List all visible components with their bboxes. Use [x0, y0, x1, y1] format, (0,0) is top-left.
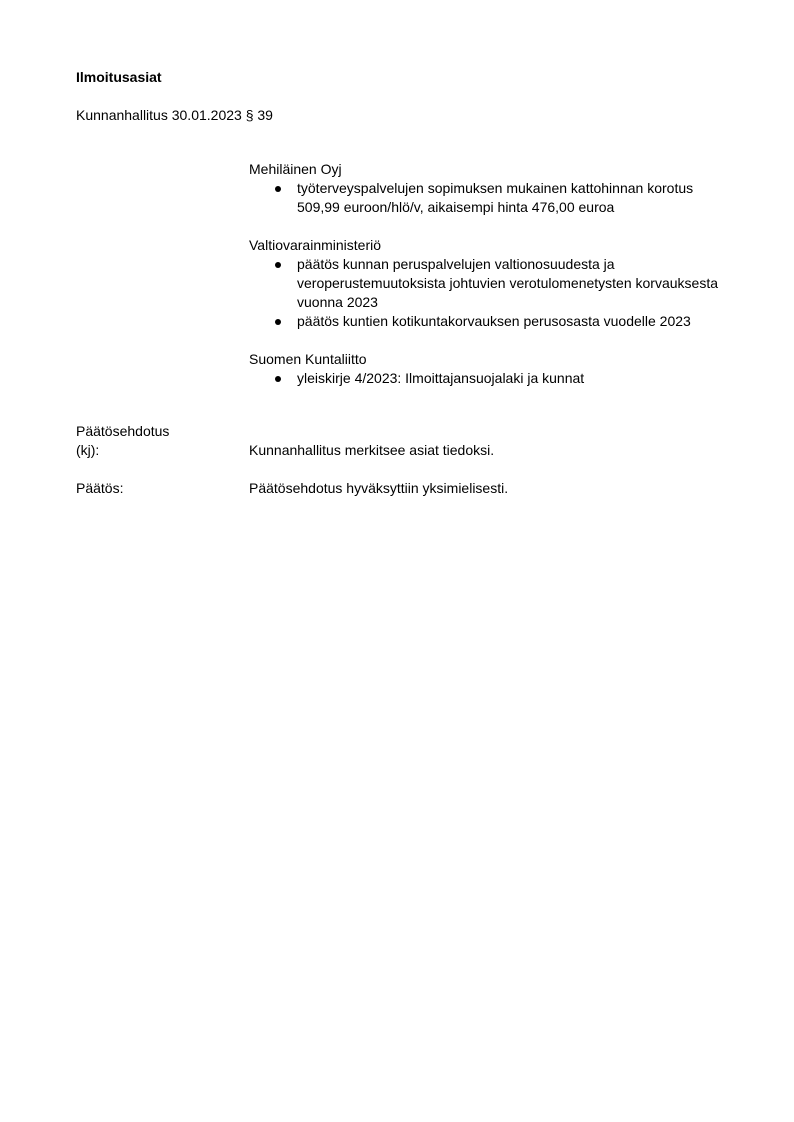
notice-group	[249, 350, 729, 388]
decision-text: Päätösehdotus hyväksyttiin yksimielisesti.	[249, 480, 509, 496]
decision-label: Päätös:	[76, 480, 124, 496]
notice-group	[249, 236, 729, 331]
notice-organization: Valtiovarainministeriö	[249, 237, 382, 253]
notice-item-text: päätös kuntien kotikuntakorvauksen perusosasta vuodelle 2023	[297, 313, 691, 329]
notice-items	[249, 179, 729, 217]
decision-row	[76, 479, 736, 498]
proposal-text: Kunnanhallitus merkitsee asiat tiedoksi.	[249, 442, 495, 458]
notice-organization: Suomen Kuntaliitto	[249, 351, 367, 367]
section-title: Ilmoitusasiat	[76, 69, 162, 85]
notice-item	[249, 255, 729, 312]
notice-item	[249, 312, 729, 331]
notice-organization: Mehiläinen Oyj	[249, 161, 342, 177]
notice-group	[249, 160, 729, 217]
proposal-label-line1: Päätösehdotus	[76, 423, 170, 439]
notice-item-text: päätös kunnan peruspalvelujen valtionosuudesta ja veroperustemuutoksista johtuvien verotulomenetysten korvauksesta vuonna 2023	[297, 256, 718, 310]
bullet-icon	[275, 376, 281, 382]
proposal-label-line2: (kj):	[76, 442, 100, 458]
notice-item-text: työterveyspalvelujen sopimuksen mukainen kattohinnan korotus 509,99 euroon/hlö/v, aikaisempi hinta 476,00 euroa	[297, 180, 694, 215]
notice-items	[249, 255, 729, 331]
bullet-icon	[275, 186, 281, 192]
notice-item	[249, 179, 729, 217]
bullet-icon	[275, 262, 281, 268]
notices-list	[249, 160, 729, 407]
proposal-label	[76, 422, 236, 460]
bullet-icon	[275, 319, 281, 325]
proposal-row	[76, 422, 736, 460]
notice-item	[249, 369, 729, 388]
notice-items	[249, 369, 729, 388]
notice-item-text: yleiskirje 4/2023: Ilmoittajansuojalaki ja kunnat	[297, 370, 585, 386]
meeting-reference: Kunnanhallitus 30.01.2023 § 39	[76, 107, 273, 123]
